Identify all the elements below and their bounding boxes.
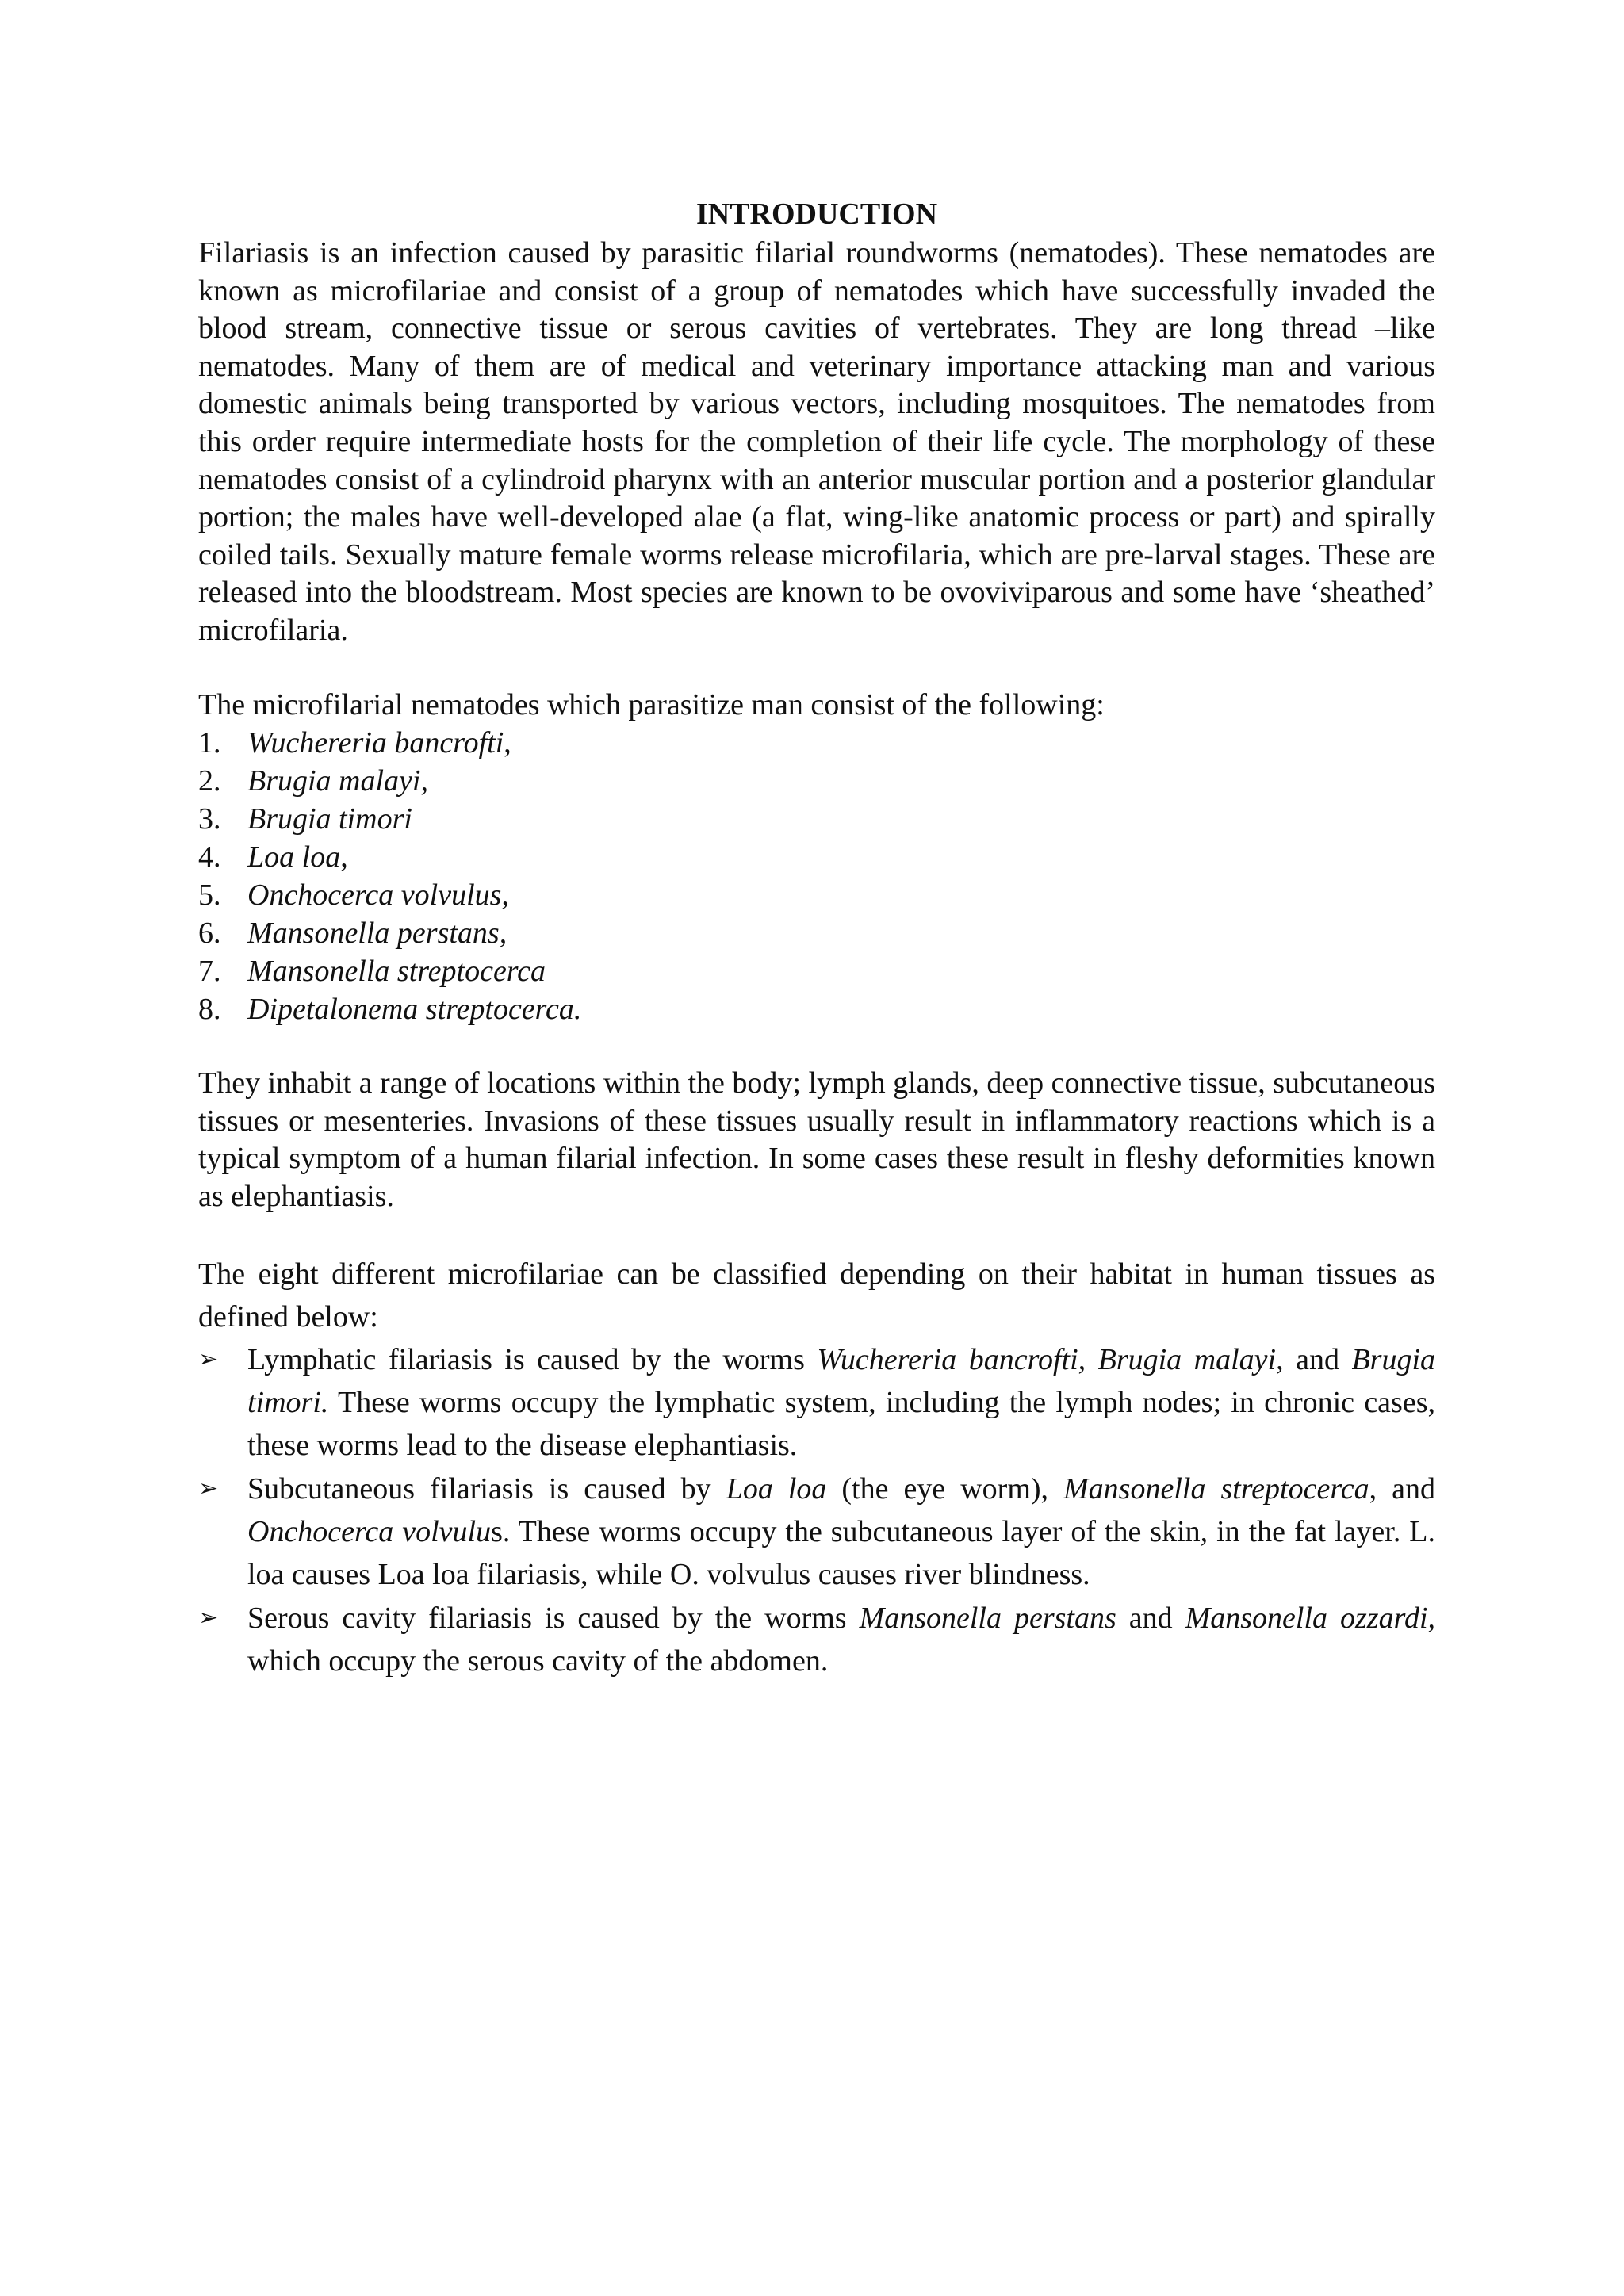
list-number: 5. [198,878,221,913]
bullet-text: Lymphatic filariasis is caused by the worms Wuchereria bancrofti, Brugia malayi, and Brugia timori. These worms occupy the lymphatic system, including the lymph nodes; in chronic cases, these worms lead to the disease elephantiasis. [247,1342,1435,1462]
species-list-intro: The microfilarial nematodes which parasitize man consist of the following: [198,687,1105,721]
species-list-item [198,990,1435,1028]
spacer [198,650,1435,687]
spacer [198,1216,1435,1253]
classification-bullet-list [198,1338,1435,1682]
species-name: Onchocerca volvulus, [247,878,509,913]
species-list-item [198,838,1435,876]
species-name: Mansonella streptocerca [247,955,546,989]
arrowhead-bullet-icon: ➢ [198,1474,219,1502]
document-page [198,195,1435,1683]
species-name: Mansonella perstans, [247,916,508,951]
species-list-item [198,876,1435,914]
intro-paragraph: Filariasis is an infection caused by parasitic filarial roundworms (nematodes). These nematodes are known as microfilariae and consist of a group of nematodes which have successfully invaded the blood stream, connective tissue or serous cavities of vertebrates. They are long thread –like nematodes. Many of them are of medical and veterinary importance attacking man and various domestic animals being transported by various vectors, including mosquitoes. The nematodes from this order require intermediate hosts for the completion of their life cycle. The morphology of these nematodes consist of a cylindroid pharynx with an anterior muscular portion and a posterior glandular portion; the males have well-developed alae (a flat, wing-like anatomic process or part) and spirally coiled tails. Sexually mature female worms release microfilaria, which are pre-larval stages. These are released into the bloodstream. Most species are known to be ovoviviparous and some have ‘sheathed’ microfilaria. [198,236,1435,647]
habitat-paragraph: They inhabit a range of locations within the body; lymph glands, deep connective tissue, subcutaneous tissues or mesenteries. Invasions of these tissues usually result in inflammatory reactions which is a typical symptom of a human filarial infection. In some cases these result in fleshy deformities known as elephantiasis. [198,1066,1435,1213]
list-number: 4. [198,840,221,874]
species-list [198,724,1435,1028]
classification-bullet-item [198,1338,1435,1467]
classification-intro: The eight different microfilariae can be classified depending on their habitat in human tissues as defined below: [198,1257,1435,1334]
bullet-text: Serous cavity filariasis is caused by the worms Mansonella perstans and Mansonella ozzardi, which occupy the serous cavity of the abdomen. [247,1601,1436,1678]
species-list-item [198,724,1435,762]
species-list-item [198,914,1435,952]
species-name: Wuchereria bancrofti, [247,726,511,760]
species-name: Loa loa, [247,840,348,874]
species-name: Dipetalonema streptocerca. [247,993,582,1027]
list-number: 2. [198,764,221,798]
spacer [198,1028,1435,1065]
species-list-item [198,762,1435,800]
arrowhead-bullet-icon: ➢ [198,1345,219,1373]
species-list-item [198,952,1435,990]
bullet-text: Subcutaneous filariasis is caused by Loa loa (the eye worm), Mansonella streptocerca, and Onchocerca volvulus. These worms occupy the subcutaneous layer of the skin, in the fat layer. L. loa causes Loa loa filariasis, while O. volvulus causes river blindness. [247,1471,1436,1591]
list-number: 3. [198,802,221,836]
list-number: 1. [198,726,221,760]
classification-bullet-item [198,1597,1435,1682]
species-name: Brugia timori [247,802,412,836]
page-title: INTRODUCTION [695,197,938,231]
list-number: 6. [198,916,221,951]
species-name: Brugia malayi, [247,764,428,798]
list-number: 8. [198,993,221,1027]
arrowhead-bullet-icon: ➢ [198,1603,219,1632]
list-number: 7. [198,955,221,989]
species-list-item [198,800,1435,838]
classification-bullet-item [198,1468,1435,1596]
